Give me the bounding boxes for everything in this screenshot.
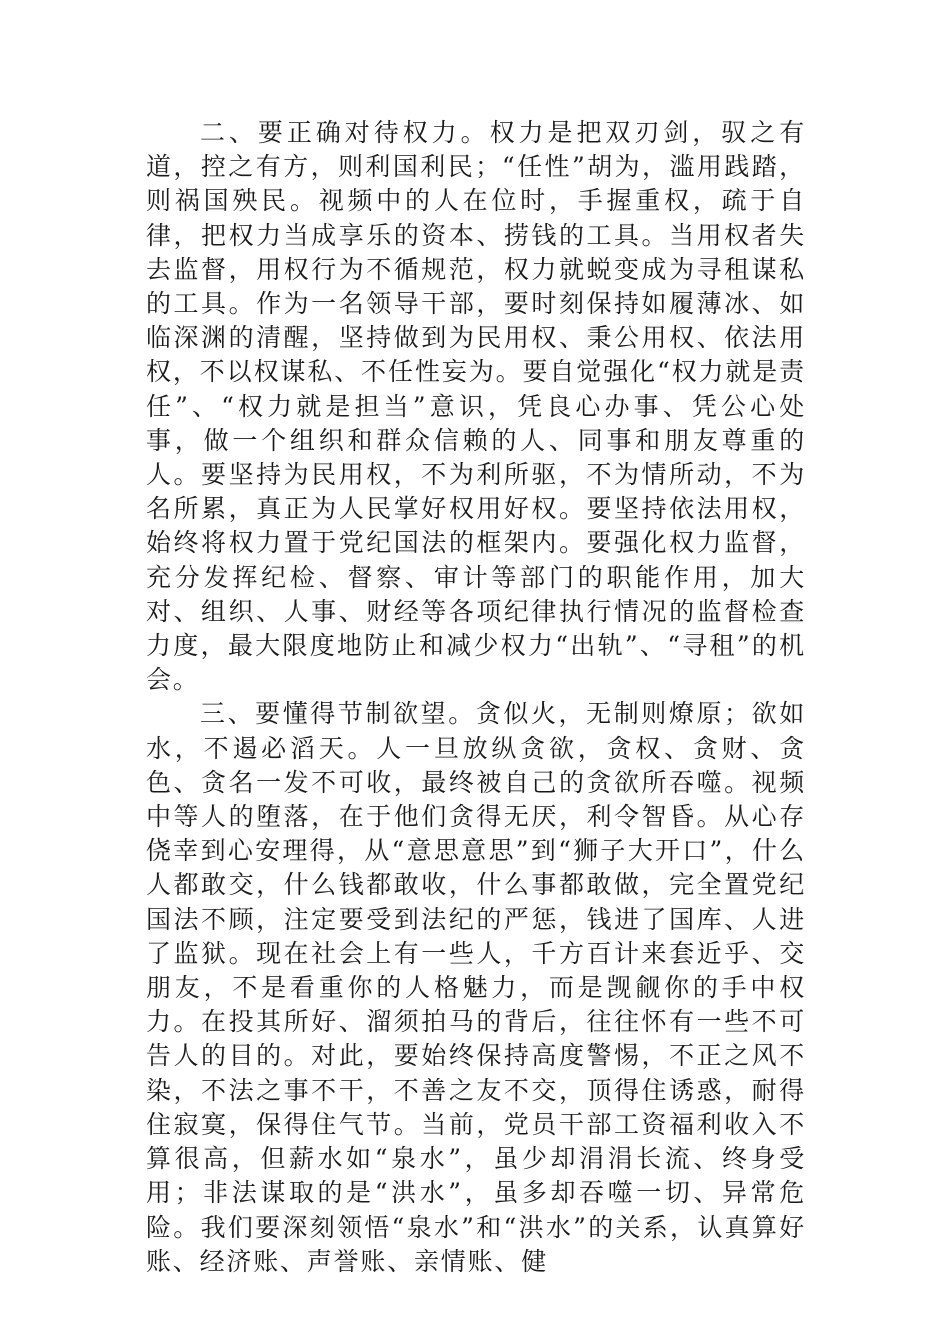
paragraph-power: 二、要正确对待权力。权力是把双刃剑，驭之有道，控之有方，则利国利民；“任性”胡为，滥用践踏，则祸国殃民。视频中的人在位时，手握重权，疏于自律，把权力当成享乐的资本、捞钱的工具。当用权者失去监督，用权行为不循规范，权力就蜕变成为寻租谋私的工具。作为一名领导干部，要时刻保持如履薄冰、如临深渊的清醒，坚持做到为民用权、秉公用权、依法用权，不以权谋私、不任性妄为。要自觉强化“权力就是责任”、“权力就是担当”意识，凭良心办事、凭公心处事，做一个组织和群众信赖的人、同事和朋友尊重的人。要坚持为民用权，不为利所驱，不为情所动，不为名所累，真正为人民掌好权用好权。要坚持依法用权，始终将权力置于党纪国法的框架内。要强化权力监督，充分发挥纪检、督察、审计等部门的职能作用，加大对、组织、人事、财经等各项纪律执行情况的监督检查力度，最大限度地防止和减少权力“出轨”、“寻租”的机会。 [146, 118, 806, 695]
paragraph-desire: 三、要懂得节制欲望。贪似火，无制则燎原；欲如水，不遏必滔天。人一旦放纵贪欲，贪权、贪财、贪色、贪名一发不可收，最终被自己的贪欲所吞噬。视频中等人的堕落，在于他们贪得无厌，利令智昏。从心存侥幸到心安理得，从“意思意思”到“狮子大开口”，什么人都敢交，什么钱都敢收，什么事都敢做，完全置党纪国法不顾，注定要受到法纪的严惩，钱进了国库、人进了监狱。现在社会上有一些人，千方百计来套近乎、交朋友，不是看重你的人格魅力，而是觊觎你的手中权力。在投其所好、溜须拍马的背后，往往怀有一些不可告人的目的。对此，要始终保持高度警惕，不正之风不染，不法之事不干，不善之友不交，顶得住诱惑，耐得住寂寞，保得住气节。当前，党员干部工资福利收入不算很高，但薪水如“泉水”，虽少却涓涓长流、终身受用；非法谋取的是“洪水”，虽多却吞噬一切、异常危险。我们要深刻领悟“泉水”和“洪水”的关系，认真算好账、经济账、声誉账、亲情账、健 [146, 699, 806, 1276]
document-body [146, 116, 806, 1279]
